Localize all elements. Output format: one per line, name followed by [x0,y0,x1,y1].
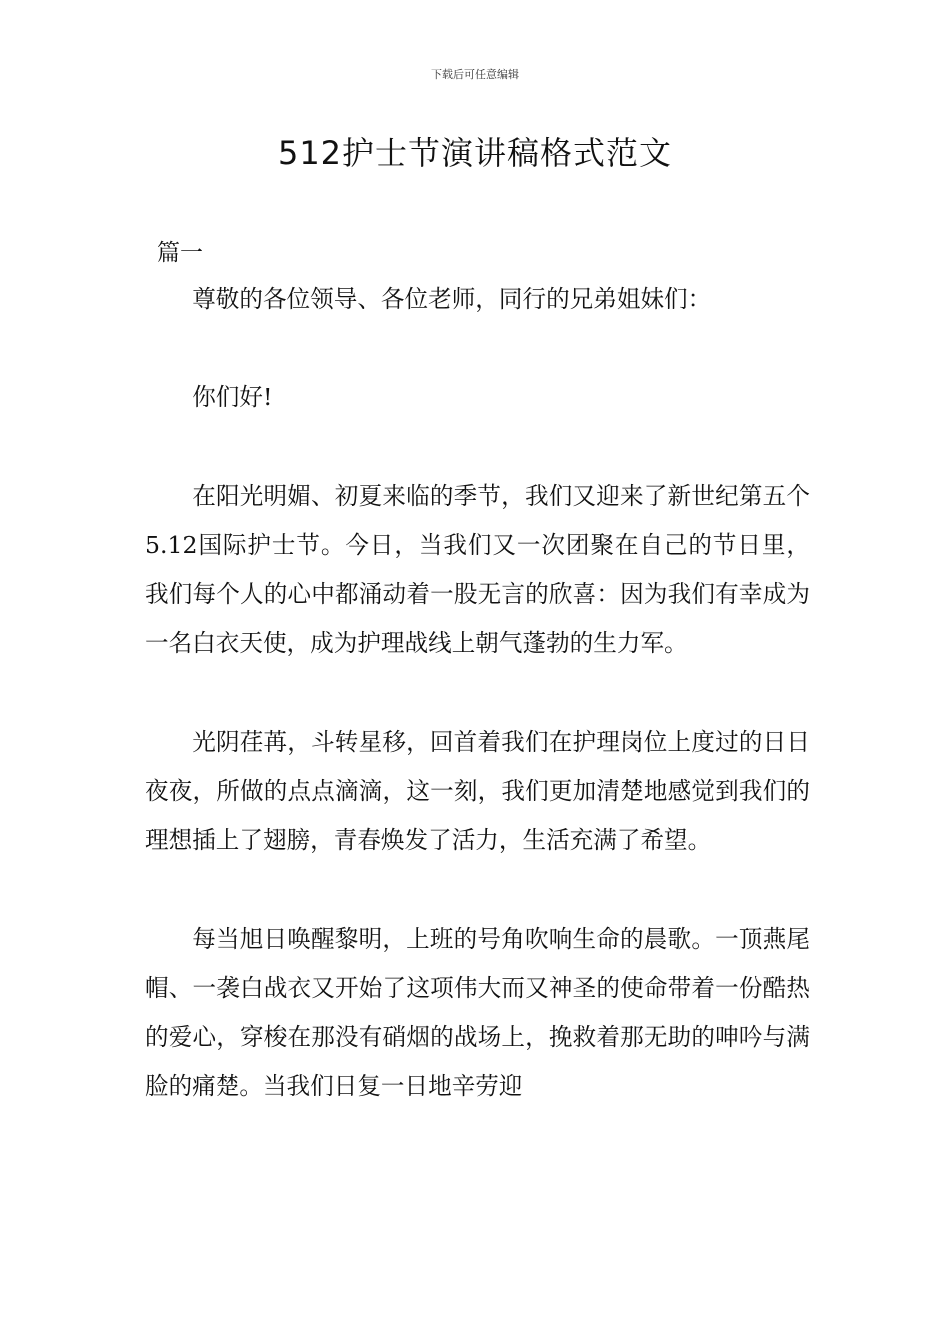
document-body [145,275,810,1161]
paragraph-greeting: 你们好! [192,383,273,412]
paragraph-salutation: 尊敬的各位领导、各位老师，同行的兄弟姐妹们： [192,285,712,313]
paragraph-3: 每当旭日唤醒黎明，上班的号角吹响生命的晨歌。一顶燕尾帽、一袭白战衣又开始了这项伟大而又神圣的使命带着一份酷热的爱心，穿梭在那没有硝烟的战场上，挽救着那无助的呻吟与满脸的痛楚。当我们日复一日地辛劳迎 [145,924,810,1101]
paragraph-1: 在阳光明媚、初夏来临的季节，我们又迎来了新世纪第五个5.12国际护士节。今日，当我们又一次团聚在自己的节日里，我们每个人的心中都涌动着一股无言的欣喜：因为我们有幸成为一名白衣天使，成为护理战线上朝气蓬勃的生力军。 [145,481,810,658]
document-title: 512护士节演讲稿格式范文 [277,134,673,172]
section-label: 篇一 [157,240,203,266]
header-note: 下载后可任意编辑 [431,68,519,81]
paragraph-2: 光阴荏苒，斗转星移，回首着我们在护理岗位上度过的日日夜夜，所做的点点滴滴，这一刻，我们更加清楚地感觉到我们的理想插上了翅膀，青春焕发了活力，生活充满了希望。 [145,727,810,855]
